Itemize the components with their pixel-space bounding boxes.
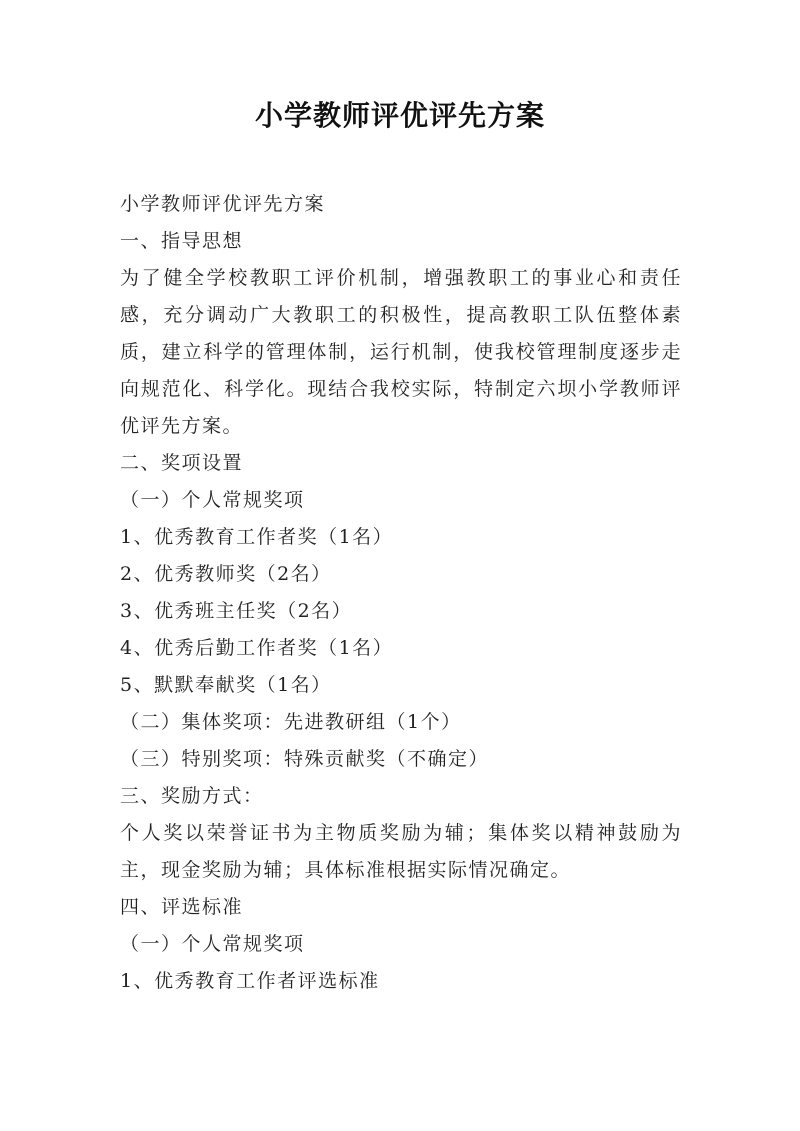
section-heading-criteria: 四、评选标准 — [120, 896, 244, 918]
subsection-special-award: （三）特别奖项：特殊贡献奖（不确定） — [120, 748, 490, 770]
paragraph-reward-method: 个人奖以荣誉证书为主物质奖励为辅；集体奖以精神鼓励为主，现金奖励为辅；具体标准根据实际情况确定。 — [120, 822, 682, 881]
document-body — [120, 186, 682, 1000]
list-item-award-4: 4、优秀后勤工作者奖（1名） — [120, 637, 394, 659]
section-heading-awards: 二、奖项设置 — [120, 452, 244, 474]
paragraph-subtitle: 小学教师评优评先方案 — [120, 193, 326, 215]
list-item-award-1: 1、优秀教育工作者奖（1名） — [120, 526, 394, 548]
subsection-heading-individual-awards: （一）个人常规奖项 — [120, 489, 305, 511]
subsection-collective-award: （二）集体奖项：先进教研组（1个） — [120, 711, 462, 733]
subsection-heading-individual-criteria: （一）个人常规奖项 — [120, 933, 305, 955]
list-item-award-5: 5、默默奉献奖（1名） — [120, 674, 332, 696]
document-title: 小学教师评优评先方案 — [254, 99, 545, 132]
section-heading-reward-method: 三、奖励方式： — [120, 785, 264, 807]
list-item-criteria-1: 1、优秀教育工作者评选标准 — [120, 970, 380, 992]
section-heading-guiding-thought: 一、指导思想 — [120, 230, 244, 252]
list-item-award-2: 2、优秀教师奖（2名） — [120, 563, 332, 585]
list-item-award-3: 3、优秀班主任奖（2名） — [120, 600, 353, 622]
paragraph-guiding-thought: 为了健全学校教职工评价机制，增强教职工的事业心和责任感，充分调动广大教职工的积极性，提高教职工队伍整体素质，建立科学的管理体制，运行机制，使我校管理制度逐步走向规范化、科学化。现结合我校实际，特制定六坝小学教师评优评先方案。 — [120, 267, 682, 437]
